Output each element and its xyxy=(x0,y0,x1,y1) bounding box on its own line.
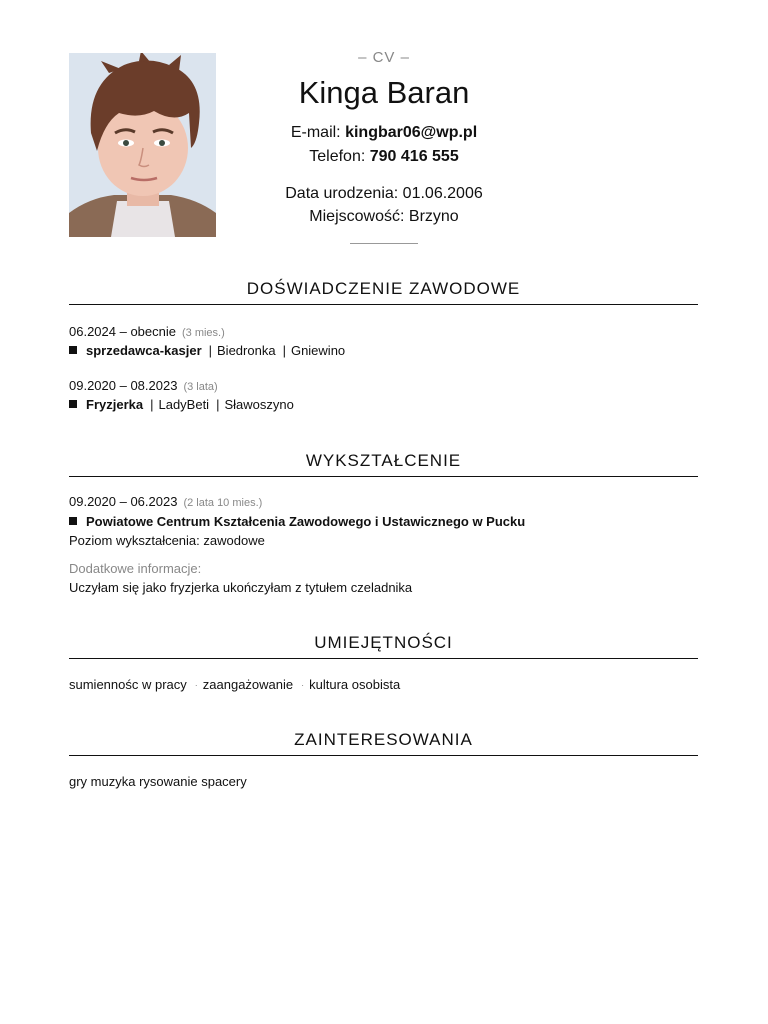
education-extra: Uczyłam się jako fryzjerka ukończyłam z tytułem czeladnika xyxy=(69,580,413,595)
separator: | xyxy=(208,343,213,358)
skill-item: zaangażowanie xyxy=(202,677,294,692)
period-text: 09.2020 – 06.2023 xyxy=(69,494,178,509)
header-divider xyxy=(350,243,418,244)
skills-rule xyxy=(69,658,698,659)
bullet-square-icon xyxy=(69,400,77,408)
interests-title: ZAINTERESOWANIA xyxy=(294,730,473,749)
person-name: Kinga Baran xyxy=(298,75,470,110)
email-value[interactable]: kingbar06@wp.pl xyxy=(345,124,478,141)
email-line xyxy=(234,124,534,142)
dot-separator-icon: · xyxy=(301,680,305,690)
place-text: Sławoszyno xyxy=(224,397,294,412)
city-value: Brzyno xyxy=(408,208,459,225)
separator: | xyxy=(216,397,220,412)
dot-separator-icon: · xyxy=(194,680,198,690)
interests-text: gry muzyka rysowanie spacery xyxy=(69,774,247,789)
experience-period-2 xyxy=(69,378,218,393)
separator: | xyxy=(150,397,154,412)
birth-label: Data urodzenia: xyxy=(285,185,399,202)
portrait-image xyxy=(69,53,216,237)
phone-label: Telefon: xyxy=(309,148,366,165)
phone-line xyxy=(234,148,534,166)
skills-list xyxy=(69,677,400,692)
experience-role-2 xyxy=(69,397,294,412)
role-text: sprzedawca-kasjer xyxy=(86,343,202,358)
separator: | xyxy=(282,343,286,358)
place-text: Gniewino xyxy=(290,343,346,358)
education-school xyxy=(69,514,525,529)
duration-text: (3 mies.) xyxy=(181,327,225,339)
education-level: Poziom wykształcenia: zawodowe xyxy=(69,533,265,548)
city-label: Miejscowość: xyxy=(309,208,405,225)
experience-title: DOŚWIADCZENIE ZAWODOWE xyxy=(246,279,521,298)
birth-line xyxy=(234,185,534,203)
period-text: 06.2024 – obecnie xyxy=(69,324,176,339)
cv-label: – CV – xyxy=(358,49,410,66)
duration-text: (3 lata) xyxy=(183,381,218,393)
company-text: LadyBeti xyxy=(158,397,210,412)
education-period xyxy=(69,494,262,509)
education-extra-label: Dodatkowe informacje: xyxy=(69,561,202,576)
bullet-square-icon xyxy=(69,517,77,525)
education-title: WYKSZTAŁCENIE xyxy=(305,451,462,470)
role-text: Fryzjerka xyxy=(86,397,144,412)
company-text: Biedronka xyxy=(217,343,276,358)
interests-rule xyxy=(69,755,698,756)
skills-title: UMIEJĘTNOŚCI xyxy=(314,633,453,652)
phone-value[interactable]: 790 416 555 xyxy=(369,148,459,165)
skill-item: kultura osobista xyxy=(309,677,401,692)
duration-text: (2 lata 10 mies.) xyxy=(183,497,263,509)
bullet-square-icon xyxy=(69,346,77,354)
experience-period-1 xyxy=(69,324,225,339)
birth-value: 01.06.2006 xyxy=(402,185,483,202)
email-label: E-mail: xyxy=(290,124,341,141)
education-rule xyxy=(69,476,698,477)
school-text: Powiatowe Centrum Kształcenia Zawodowego i Ustawicznego w Pucku xyxy=(86,514,526,529)
experience-rule xyxy=(69,304,698,305)
city-line xyxy=(234,208,534,226)
skill-item: sumiennośc w pracy xyxy=(69,677,187,692)
period-text: 09.2020 – 08.2023 xyxy=(69,378,178,393)
profile-photo xyxy=(69,53,216,237)
experience-role-1 xyxy=(69,343,345,358)
